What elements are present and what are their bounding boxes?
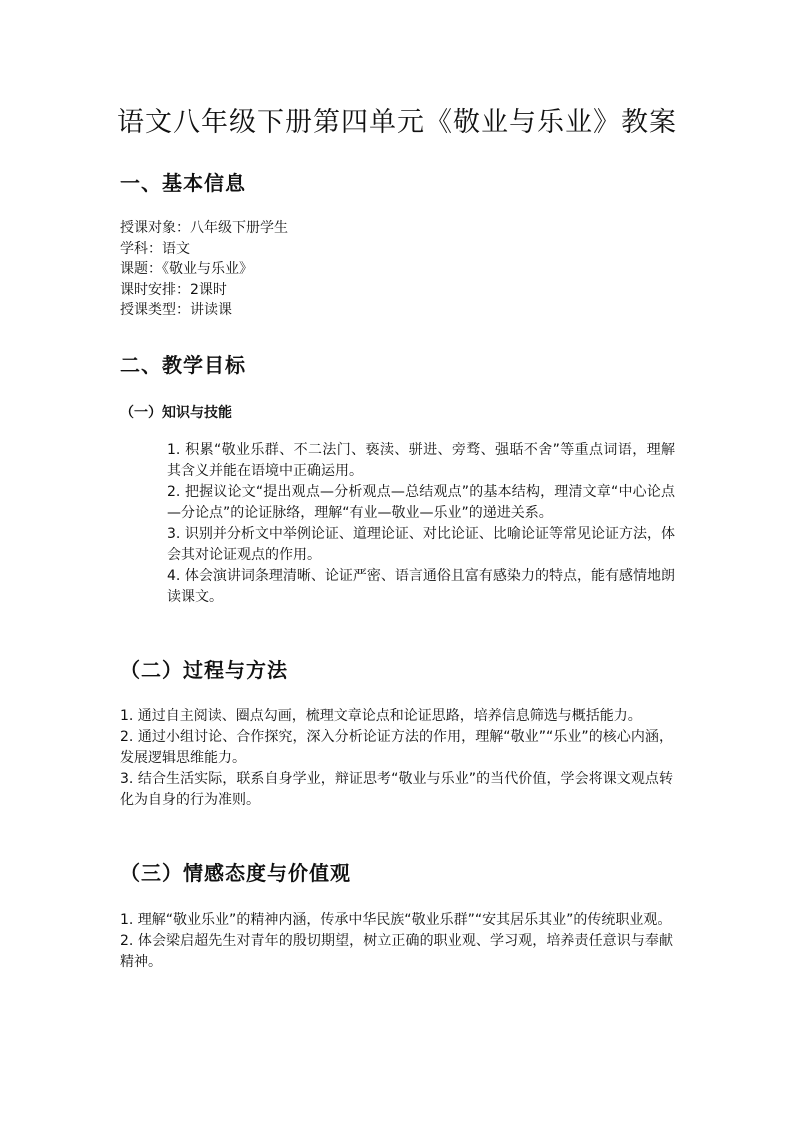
list-item: 2. 把握议论文“提出观点—分析观点—总结观点”的基本结构，理清文章“中心论点—分论点”的论证脉络，理解“有业—敬业—乐业”的递进关系。	[167, 484, 675, 521]
info-audience: 授课对象：八年级下册学生	[120, 220, 288, 236]
list-item: 3. 结合生活实际，联系自身学业，辩证思考“敬业与乐业”的当代价值，学会将课文观点转化为自身的行为准则。	[120, 771, 673, 808]
knowledge-skills-list	[167, 440, 675, 608]
info-subject: 学科：语文	[120, 240, 190, 257]
list-item: 1. 通过自主阅读、圈点勾画，梳理文章论点和论证思路，培养信息筛选与概括能力。	[120, 708, 642, 724]
emotion-values-list	[120, 910, 673, 973]
basic-info-list	[120, 218, 288, 321]
list-item: 3. 识别并分析文中举例论证、道理论证、对比论证、比喻论证等常见论证方法，体会其对论证观点的作用。	[167, 526, 675, 563]
list-item: 2. 体会梁启超先生对青年的殷切期望，树立正确的职业观、学习观，培养责任意识与奉献精神。	[120, 933, 673, 970]
subheading-knowledge-skills: （一）知识与技能	[120, 405, 232, 421]
list-item: 1. 积累“敬业乐群、不二法门、亵渎、骈进、旁骛、强聒不舍”等重点词语，理解其含义并能在语境中正确运用。	[167, 442, 675, 479]
document-title: 语文八年级下册第四单元《敬业与乐业》教案	[117, 107, 677, 138]
section-heading-basic-info: 一、基本信息	[120, 171, 246, 195]
process-methods-list	[120, 706, 673, 811]
subheading-process-methods: （二）过程与方法	[120, 658, 288, 682]
list-item: 4. 体会演讲词条理清晰、论证严密、语言通俗且富有感染力的特点，能有感情地朗读课文。	[167, 568, 675, 605]
info-hours: 课时安排：2课时	[120, 281, 227, 298]
list-item: 1. 理解“敬业乐业”的精神内涵，传承中华民族“敬业乐群”“安其居乐其业”的传统职业观。	[120, 912, 672, 928]
subheading-emotion-values: （三）情感态度与价值观	[120, 861, 351, 885]
list-item: 2. 通过小组讨论、合作探究，深入分析论证方法的作用，理解“敬业”“乐业”的核心内涵，发展逻辑思维能力。	[120, 729, 673, 766]
info-type: 授课类型：讲读课	[120, 302, 232, 318]
section-heading-objectives: 二、教学目标	[120, 353, 246, 377]
info-topic: 课题：《敬业与乐业》	[120, 261, 253, 277]
